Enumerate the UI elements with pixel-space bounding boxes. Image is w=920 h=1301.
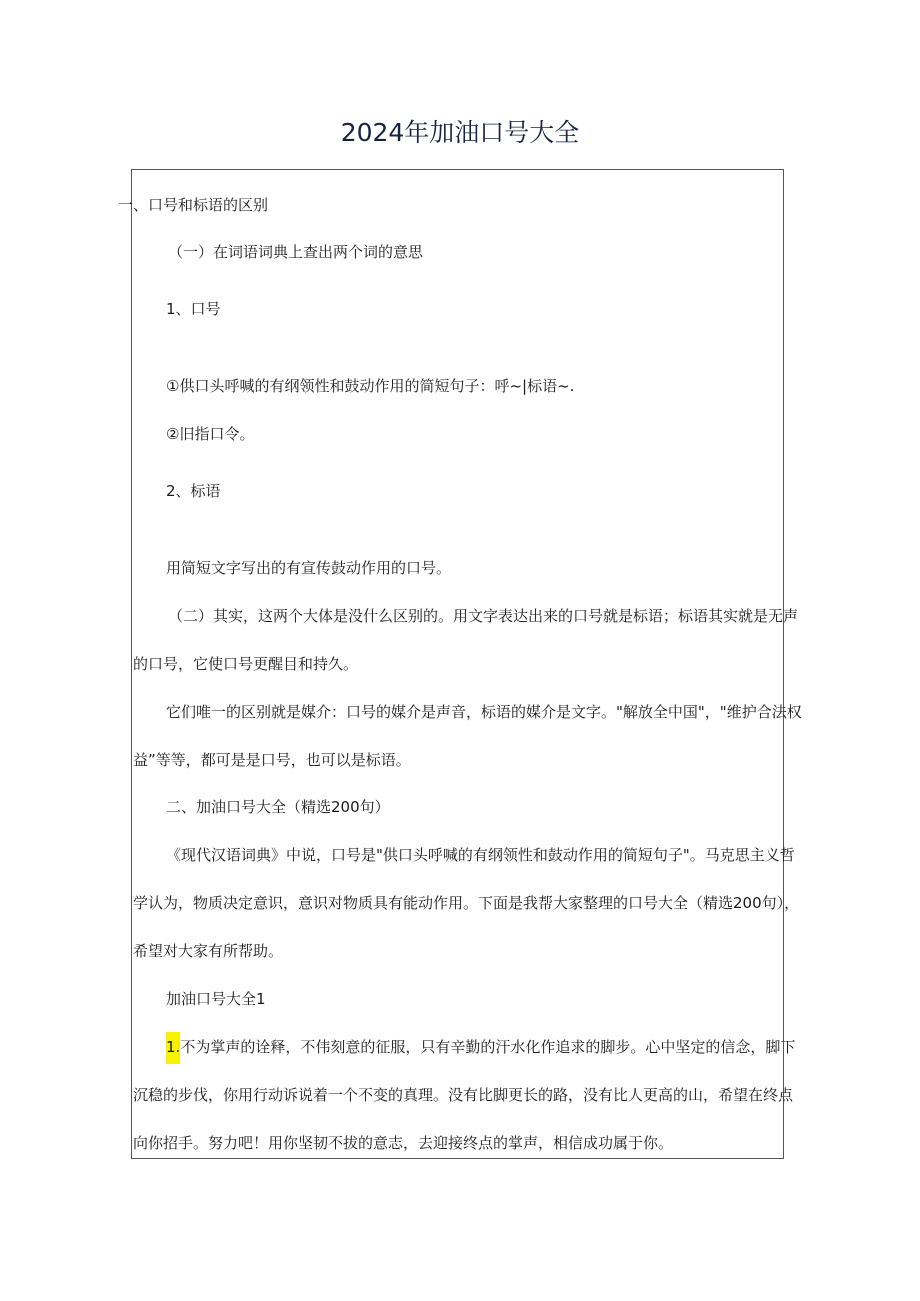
paragraph-line: 的口号，它使口号更醒目和持久。 [133, 655, 359, 673]
definition-line: 用简短文字写出的有宣传鼓动作用的口号。 [166, 559, 452, 577]
paragraph-line: 学认为，物质决定意识，意识对物质具有能动作用。下面是我帮大家整理的口号大全（精选200句）， [133, 894, 800, 912]
paragraph-line: （二）其实，这两个大体是没什么区别的。用文字表达出来的口号就是标语；标语其实就是无声 [168, 607, 799, 625]
definition-line: ②旧指口令。 [166, 425, 255, 443]
paragraph-line: 沉稳的步伐，你用行动诉说着一个不变的真理。没有比脚更长的路，没有比人更高的山，希望在终点 [133, 1086, 794, 1104]
list-item-heading: 1、口号 [166, 300, 221, 318]
subsection-heading-2: 加油口号大全1 [166, 990, 266, 1008]
paragraph-line: 它们唯一的区别就是媒介：口号的媒介是声音，标语的媒介是文字。"解放全中国"，"维护合法权 [166, 703, 802, 721]
subsection-heading-1: （一）在词语词典上查出两个词的意思 [168, 243, 424, 261]
section-heading-1: 一、口号和标语的区别 [118, 196, 269, 214]
paragraph-line: 《现代汉语词典》中说，口号是"供口头呼喊的有纲领性和鼓动作用的简短句子"。马克思主义哲 [166, 846, 795, 864]
definition-line: ①供口头呼喊的有纲领性和鼓动作用的简短句子：呼~|标语~. [166, 377, 575, 395]
paragraph-line: 希望对大家有所帮助。 [133, 942, 284, 960]
paragraph-line: 向你招手。努力吧！用你坚韧不拔的意志，去迎接终点的掌声，相信成功属于你。 [133, 1134, 674, 1152]
paragraph-line [166, 1037, 795, 1057]
highlighted-number: 1. [166, 1032, 180, 1064]
section-heading-2: 二、加油口号大全（精选200句） [166, 798, 390, 816]
document-title: 2024年加油口号大全 [340, 118, 580, 147]
paragraph-line: 益”等等，都可是是口号，也可以是标语。 [133, 751, 411, 769]
paragraph-text: 不为掌声的诠释，不伟刻意的征服，只有辛勤的汗水化作追求的脚步。心中坚定的信念，脚下 [180, 1038, 796, 1056]
list-item-heading: 2、标语 [166, 482, 221, 500]
